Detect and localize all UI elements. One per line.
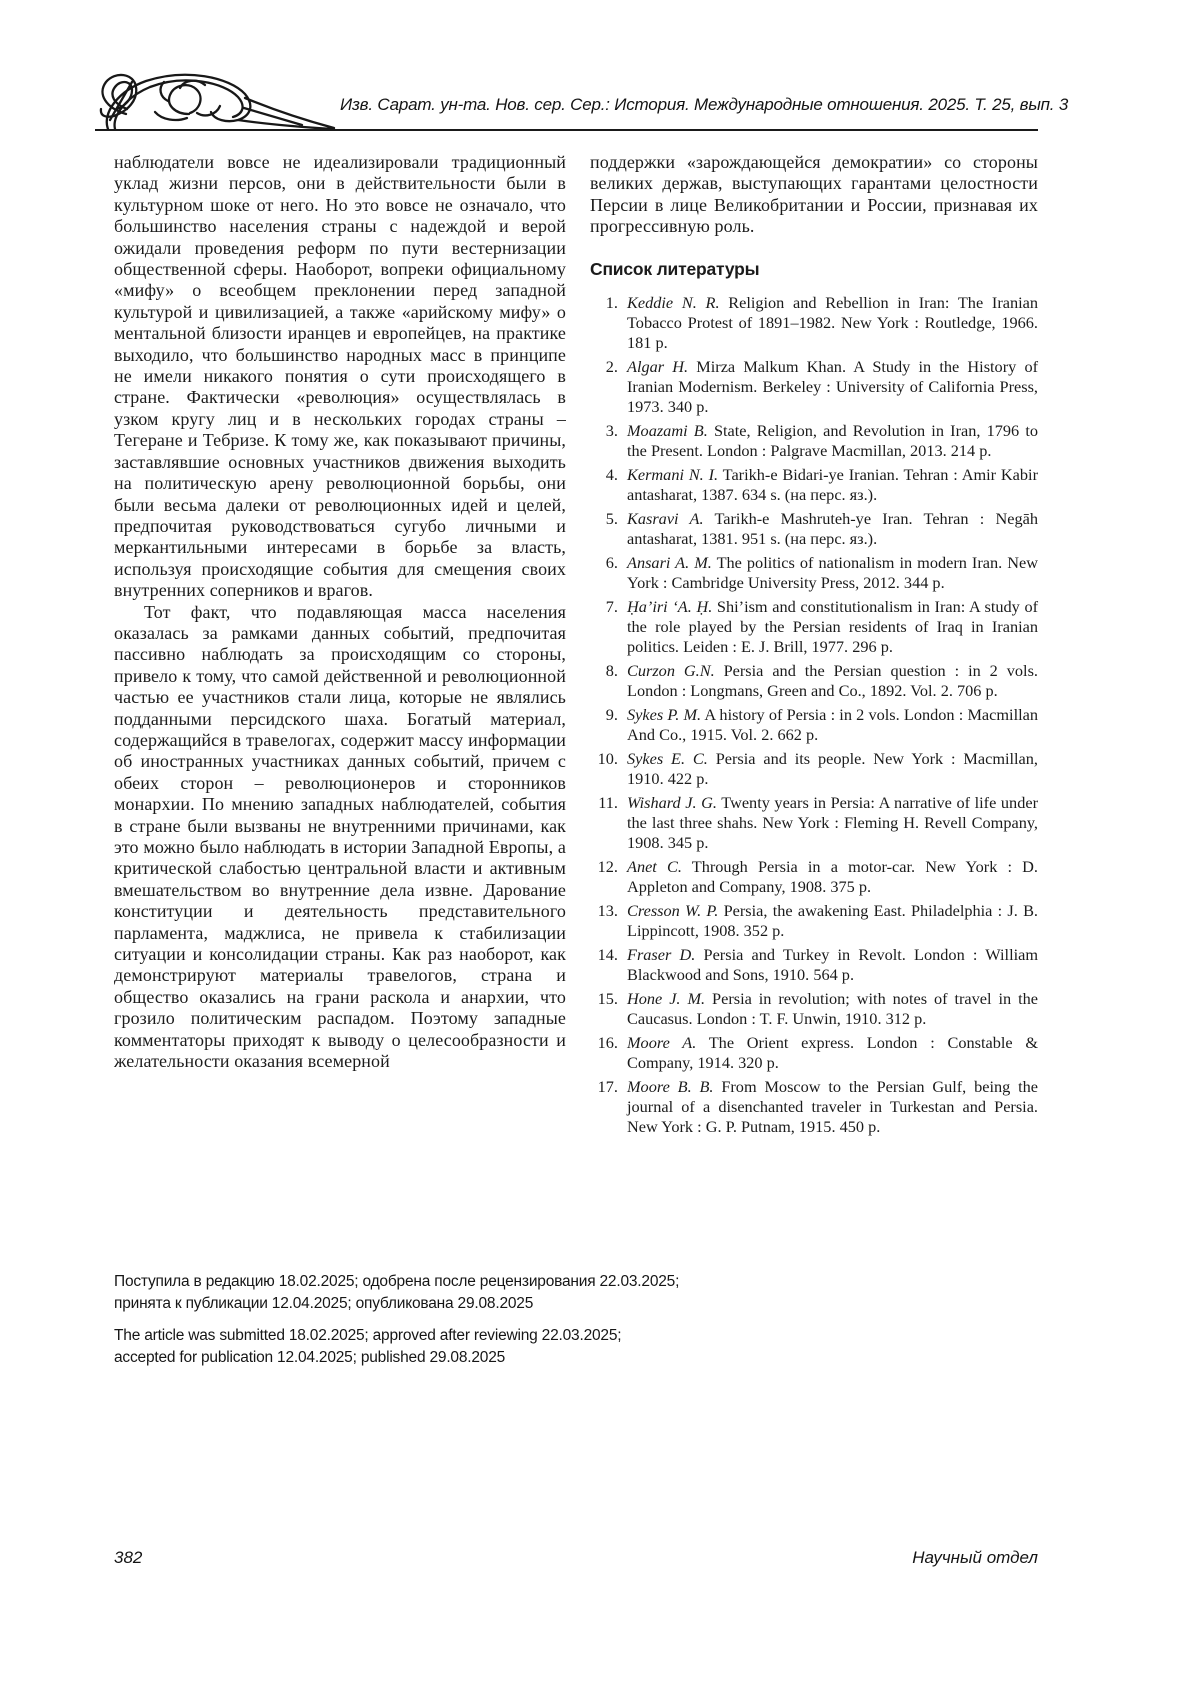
reference-text: Kermani N. I. Tarikh-e Bidari-ye Iranian. Tehran : Amir Kabir antasharat, 1387. 634 s. (на перс. яз.).: [627, 465, 1038, 505]
reference-text: Keddie N. R. Religion and Rebellion in Iran: The Iranian Tobacco Protest of 1891–1982. New York : Routledge, 1966. 181 p.: [627, 293, 1038, 353]
section-title: Научный отдел: [912, 1548, 1038, 1567]
reference-author: Moazami B.: [627, 421, 708, 441]
reference-author: Cresson W. P.: [627, 901, 719, 921]
running-head: Изв. Сарат. ун-та. Нов. сер. Сер.: История. Международные отношения. 2025. Т. 25, вып. 3: [340, 95, 1069, 114]
body-paragraph: поддержки «зарождающейся демократии» со стороны великих держав, выступающих гарантами целостности Персии в лице Великобритании и России, признавая их прогрессивную роль.: [590, 152, 1038, 237]
reference-item: [590, 597, 1038, 657]
reference-author: Moore B. B.: [627, 1077, 714, 1097]
reference-text: Anet C. Through Persia in a motor-car. New York : D. Appleton and Company, 1908. 375 p.: [627, 857, 1038, 897]
reference-number: 10.: [597, 749, 618, 769]
reference-author: Sykes E. C.: [627, 749, 708, 769]
reference-text: Moazami B. State, Religion, and Revolution in Iran, 1796 to the Present. London : Palgrave Macmillan, 2013. 214 p.: [627, 421, 1039, 461]
reference-text: Curzon G.N. Persia and the Persian question : in 2 vols. London : Longmans, Green and Co., 1892. Vol. 2. 706 p.: [627, 661, 1038, 701]
reference-author: Kasravi A.: [627, 509, 704, 529]
references-heading: Список литературы: [590, 258, 760, 279]
references-list: [590, 293, 1038, 1137]
reference-item: [590, 1033, 1038, 1073]
reference-number: 8.: [605, 661, 618, 681]
body-paragraph: наблюдатели вовсе не идеализировали традиционный уклад жизни персов, они в действительности были в культурном шоке от него. Но это вовсе не означало, что большинство населения страны с надеждой и верой ожидали проведения реформ по пути вестернизации общественной сферы. Наоборот, вопреки официальному «мифу» о всеобщем преклонении перед западной культурой и цивилизацией, а также «арийскому мифу» о ментальной близости иранцев и европейцев, на практике выходило, что большинство народных масс в принципе не имели никакого понятия о сути происходящего в стране. Фактически «революция» осуществлялась в узком кругу лиц и в нескольких городах страны – Тегеране и Тебризе. К тому же, как показывают причины, заставлявшие основных участников движения выходить на политическую арену революционной борьбы, они были весьма далеки от революционных идей и целей, предпочитая руководствоваться сугубо личными и меркантильными интересами в борьбе за власть, используя происходящие события для смещения своих внутренних соперников и врагов.: [114, 152, 566, 601]
reference-author: Algar H.: [627, 357, 689, 377]
reference-item: [590, 465, 1038, 505]
reference-number: 5.: [605, 509, 618, 529]
reference-text: Moore B. B. From Moscow to the Persian Gulf, being the journal of a disenchanted traveler in Turkestan and Persia. New York : G. P. Putnam, 1915. 450 p.: [627, 1077, 1038, 1137]
reference-number: 16.: [597, 1033, 618, 1053]
reference-author: Anet C.: [627, 857, 682, 877]
reference-text: Wishard J. G. Twenty years in Persia: A narrative of life under the last three shahs. New York : Fleming H. Revell Company, 1908. 345 p.: [627, 793, 1038, 853]
reference-item: [590, 705, 1038, 745]
reference-number: 3.: [605, 421, 618, 441]
reference-author: Hone J. M.: [627, 989, 706, 1009]
body-paragraph: Тот факт, что подавляющая масса населения оказалась за рамками данных событий, предпочитая пассивно наблюдать за происходящим со стороны, привело к тому, что самой действенной и революционной частью ее участников стали лица, которые не являлись подданными персидского шаха. Богатый материал, содержащийся в травелогах, содержит массу информации об иностранных участниках данных событий, причем с обеих сторон – революционеров и сторонников монархии. По мнению западных наблюдателей, события в стране были вызваны не внутренними причинами, как это можно было наблюдать в истории Западной Европы, а критической слабостью центральной власти и активным вмешательством во внутренние дела извне. Дарование конституции и деятельность представительного парламента, маджлиса, не привела к стабилизации ситуации и консолидации страны. Как раз наоборот, как демонстрируют материалы травелогов, страна и общество оказались на грани раскола и анархии, что грозило политическим распадом. Поэтому западные комментаторы приходят к выводу о целесообразности и желательности оказания всемерной: [114, 601, 566, 1072]
reference-item: [590, 661, 1038, 701]
header-rule: [95, 129, 1038, 131]
reference-text: Sykes E. C. Persia and its people. New York : Macmillan, 1910. 422 p.: [627, 749, 1038, 789]
reference-text: Fraser D. Persia and Turkey in Revolt. London : William Blackwood and Sons, 1910. 564 p.: [627, 945, 1039, 985]
dates-line: принята к публикации 12.04.2025; опубликована 29.08.2025: [114, 1295, 534, 1312]
right-column: [590, 152, 1038, 1141]
reference-author: Ḥa’iri ‘A. Ḥ.: [627, 597, 713, 617]
reference-item: [590, 901, 1038, 941]
reference-number: 17.: [597, 1077, 618, 1097]
reference-author: Moore A.: [627, 1033, 697, 1053]
reference-text: Ḥa’iri ‘A. Ḥ. Shi’ism and constitutionalism in Iran: A study of the role played by the Persian residents of Iraq in Iranian politics. Leiden : E. J. Brill, 1977. 296 p.: [627, 597, 1039, 657]
reference-number: 9.: [605, 705, 618, 725]
reference-text: Hone J. M. Persia in revolution; with notes of travel in the Caucasus. London : T. F. Unwin, 1910. 312 p.: [627, 989, 1038, 1029]
reference-author: Keddie N. R.: [627, 293, 720, 313]
reference-item: [590, 857, 1038, 897]
reference-text: Moore A. The Orient express. London : Constable & Company, 1914. 320 p.: [627, 1033, 1038, 1073]
reference-number: 7.: [605, 597, 618, 617]
reference-text: Kasravi A. Tarikh-e Mashruteh-ye Iran. Tehran : Negāh antasharat, 1381. 951 s. (на перс. яз.).: [627, 509, 1038, 549]
ornament-flourish-icon: [92, 68, 337, 134]
reference-author: Wishard J. G.: [627, 793, 717, 813]
reference-number: 1.: [605, 293, 618, 313]
reference-author: Curzon G.N.: [627, 661, 715, 681]
reference-text: Sykes P. M. A history of Persia : in 2 vols. London : Macmillan And Co., 1915. Vol. 2. 662 p.: [627, 705, 1038, 745]
reference-author: Fraser D.: [627, 945, 696, 965]
reference-number: 11.: [598, 793, 618, 813]
reference-text: Algar H. Mirza Malkum Khan. A Study in the History of Iranian Modernism. Berkeley : University of California Press, 1973. 340 p.: [627, 357, 1039, 417]
reference-item: [590, 945, 1038, 985]
reference-number: 2.: [605, 357, 618, 377]
reference-item: [590, 293, 1038, 353]
reference-item: [590, 509, 1038, 549]
reference-number: 13.: [597, 901, 618, 921]
reference-item: [590, 793, 1038, 853]
reference-author: Sykes P. M.: [627, 705, 702, 725]
reference-item: [590, 749, 1038, 789]
reference-item: [590, 1077, 1038, 1137]
page-number: 382: [114, 1548, 143, 1567]
dates-line: The article was submitted 18.02.2025; approved after reviewing 22.03.2025;: [114, 1327, 622, 1344]
reference-item: [590, 989, 1038, 1029]
submission-dates-ru: [114, 1271, 874, 1315]
dates-line: Поступила в редакцию 18.02.2025; одобрена после рецензирования 22.03.2025;: [114, 1273, 680, 1290]
reference-number: 4.: [605, 465, 618, 485]
reference-text: Cresson W. P. Persia, the awakening East. Philadelphia : J. B. Lippincott, 1908. 352 p.: [627, 901, 1039, 941]
reference-number: 15.: [597, 989, 618, 1009]
reference-number: 6.: [605, 553, 618, 573]
reference-text: Ansari A. M. The politics of nationalism in modern Iran. New York : Cambridge University Press, 2012. 344 p.: [627, 553, 1038, 593]
reference-item: [590, 357, 1038, 417]
reference-number: 12.: [597, 857, 618, 877]
reference-author: Ansari A. M.: [627, 553, 712, 573]
reference-item: [590, 553, 1038, 593]
reference-item: [590, 421, 1038, 461]
reference-author: Kermani N. I.: [627, 465, 719, 485]
dates-line: accepted for publication 12.04.2025; published 29.08.2025: [114, 1349, 506, 1366]
left-column: [114, 152, 566, 1072]
page-footer: [114, 1548, 1038, 1568]
reference-number: 14.: [597, 945, 618, 965]
submission-dates-en: [114, 1325, 874, 1369]
